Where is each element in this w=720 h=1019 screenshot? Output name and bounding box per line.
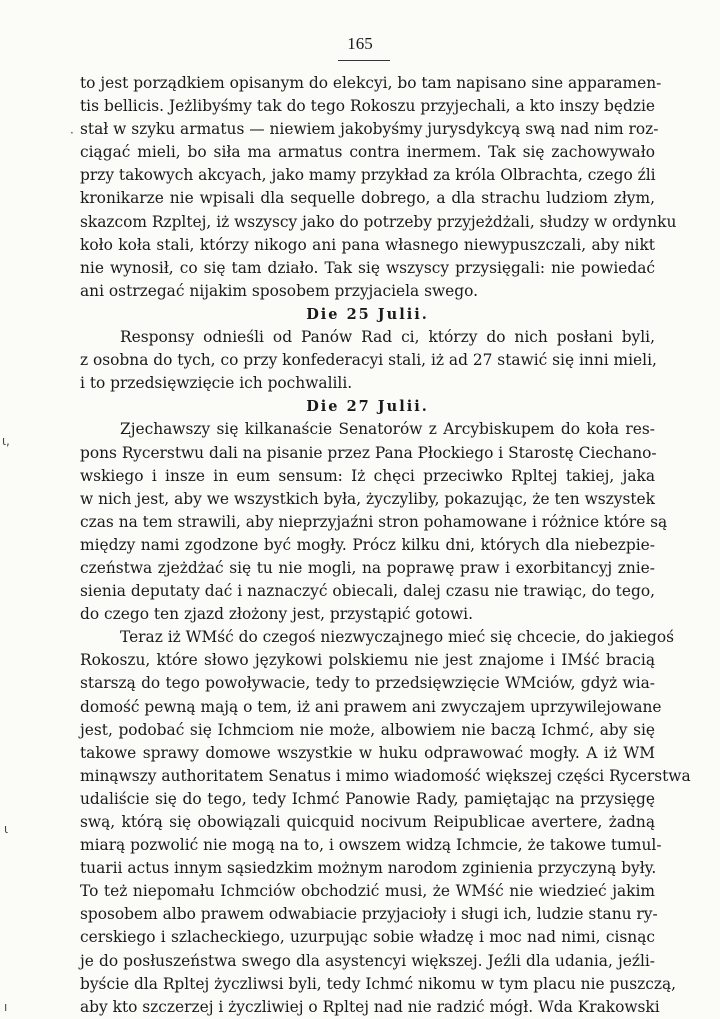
text-line: je do posłuszeństwa swego dla asystencyi większej. Jeźli dla udania, jeźli-: [80, 951, 655, 970]
margin-dot-mark: ·: [70, 126, 74, 140]
text-line: tis bellicis. Jeżlibyśmy tak do tego Rokoszu przyjechali, a kto inszy będzie: [80, 97, 655, 116]
page-number-rule: [338, 60, 390, 61]
section-heading: Die 27 Julii.: [306, 398, 429, 416]
text-line: koło koła stali, którzy nikogo ani pana własnego niewypuszczali, aby nikt: [80, 235, 655, 254]
text-line: w nich jest, aby we wszystkich była, życzyliby, pokazując, że ten wszystek: [80, 489, 655, 508]
text-line: Rokoszu, które słowo językowi polskiemu nie jest znajome i IMść bracią: [80, 651, 655, 670]
text-line: pons Rycerstwu dali na pisanie przez Pana Płockiego i Starostę Ciechano-: [80, 443, 657, 462]
text-line: domość pewną mają o tem, iż ani prawem ani zwyczajem uprzywilejowane: [80, 697, 662, 716]
text-line: ani ostrzegać nijakim sposobem przyjaciela swego.: [80, 281, 479, 300]
text-line: tuarii actus innym sąsiedzkim możnym narodom zginienia przyczyną były.: [80, 859, 657, 878]
text-line: jest, podobać się Ichmciom nie może, albowiem nie baczą Ichmć, aby się: [80, 720, 655, 739]
text-line: sposobem albo prawem odwabiacie przyjacioły i sługi ich, ludzie stanu ry-: [80, 905, 658, 924]
margin-ink-mark: ı: [4, 1000, 8, 1014]
text-line: ciągać mieli, bo siła ma armatus contra inermem. Tak się zachowywało: [80, 143, 655, 162]
section-heading: Die 25 Julii.: [306, 305, 429, 323]
text-line: cerskiego i szlacheckiego, uzurpując sobie władzę i moc nad nimi, cisnąc: [80, 928, 655, 947]
text-line: z osobna do tych, co przy konfederacyi stali, iż ad 27 stawić się inni mieli,: [80, 351, 657, 370]
text-line: czeństwa zjeżdżać się tu nie mogli, na poprawę praw i exorbitancyj znie-: [80, 558, 655, 577]
text-line: swą, którą się obowiązali quicquid nocivum Reipublicae avertere, żadną: [80, 813, 655, 831]
text-line: To też niepomału Ichmciów obchodzić musi, że WMść nie wiedzieć jakim: [80, 882, 655, 901]
text-line: przy takowych akcyach, jako mamy przykład za króla Olbrachta, czego źli: [80, 166, 656, 185]
text-line: do czego ten zjazd złożony jest, przystąpić gotowi.: [80, 605, 473, 624]
text-line: Zjechawszy się kilkanaście Senatorów z Arcybiskupem do koła res-: [120, 420, 655, 439]
text-line: skazcom Rzpltej, iż wszyscy jako do potrzeby przyjeżdżali, słudzy w ordynku: [80, 212, 677, 231]
text-line: sienia deputaty dać i naznaczyć obiecali, dalej czasu nie trawiąc, do tego,: [80, 582, 655, 601]
text-line: to jest porządkiem opisanym do elekcyi, bo tam napisano sine apparamen-: [80, 74, 662, 92]
text-line: minąwszy authoritatem Senatus i mimo wiadomość większej części Rycerstwa: [80, 766, 691, 785]
document-body: [80, 72, 691, 1019]
text-line: kronikarze nie wpisali dla sequelle dobrego, a dla strachu ludziom złym,: [80, 189, 655, 208]
text-line: stał w szyku armatus — niewiem jakobyśmy jurysdykcyą swą nad nim roz-: [80, 120, 659, 139]
text-line: aby kto szczerzej i życzliwiej o Rpltej nad nie radzić mógł. Wda Krakowski: [80, 997, 660, 1016]
text-line: Teraz iż WMść do czegoś niezwyczajnego mieć się chcecie, do jakiegoś: [120, 628, 674, 647]
text-line: takowe sprawy domowe wszystkie w huku odprawować mogły. A iż WM: [80, 743, 655, 762]
text-line: miarą pozwolić nie mogą na to, i owszem widzą Ichmcie, że takowe tumul-: [80, 836, 662, 855]
text-line: czas na tem strawili, aby nieprzyjaźni stron pohamowane i różnice które są: [80, 512, 668, 531]
page-number: 165: [347, 34, 373, 53]
text-line: i to przedsięwzięcie ich pochwalili.: [80, 374, 353, 393]
text-line: starszą do tego powoływacie, tedy to przedsięwzięcie WMciów, gdyż wia-: [80, 674, 655, 693]
text-line: nie wynosił, co się tam działo. Tak się wszyscy przysięgali: nie powiedać: [80, 258, 655, 277]
margin-ink-mark: ɩ,: [2, 434, 10, 448]
text-line: między nami zgodzone być mogły. Prócz kilku dni, których dla niebezpie-: [80, 535, 655, 554]
text-line: Responsy odnieśli od Panów Rad ci, którzy do nich posłani byli,: [120, 328, 655, 347]
text-line: byście dla Rpltej życzliwsi byli, tedy Ichmć nikomu w tym placu nie puszczą,: [80, 974, 677, 993]
text-line: udaliście się do tego, tedy Ichmć Panowie Rady, pamiętając na przysięgę: [80, 789, 655, 808]
text-line: wskiego i insze in eum sensum: Iż chęci przeciwko Rpltej takiej, jaka: [80, 466, 655, 485]
margin-ink-mark: ɩ: [4, 822, 9, 836]
